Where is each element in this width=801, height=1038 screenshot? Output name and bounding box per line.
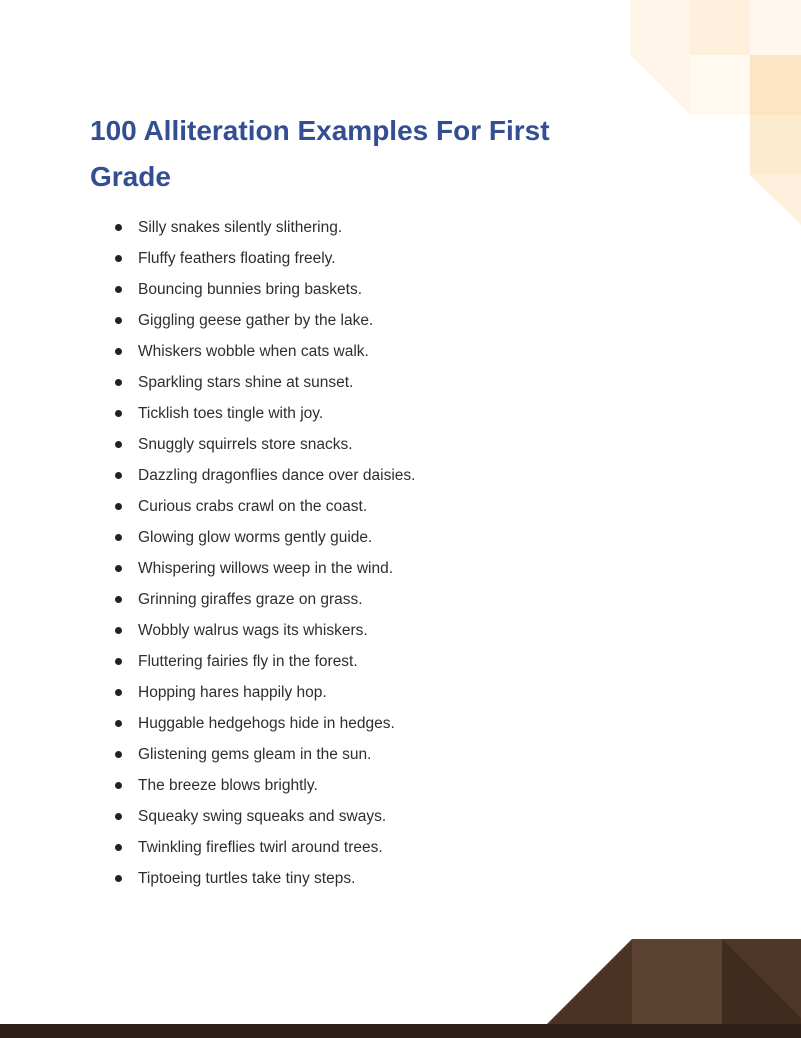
list-item-text: Dazzling dragonflies dance over daisies. — [138, 467, 416, 484]
list-item — [0, 367, 415, 398]
list-item — [0, 398, 415, 429]
bullet-icon — [115, 813, 122, 820]
bullet-icon — [115, 348, 122, 355]
list-item-text: Whiskers wobble when cats walk. — [138, 343, 369, 360]
peach-tile-pattern — [630, 0, 801, 225]
list-item — [0, 770, 415, 801]
list-item-text: Sparkling stars shine at sunset. — [138, 374, 354, 391]
list-item — [0, 863, 415, 894]
list-item — [0, 739, 415, 770]
list-item — [0, 584, 415, 615]
bullet-icon — [115, 379, 122, 386]
list-item — [0, 832, 415, 863]
bullet-icon — [115, 751, 122, 758]
list-item — [0, 708, 415, 739]
list-item — [0, 460, 415, 491]
list-item-text: Grinning giraffes graze on grass. — [138, 591, 363, 608]
list-item-text: Giggling geese gather by the lake. — [138, 312, 374, 329]
list-item-text: Ticklish toes tingle with joy. — [138, 405, 324, 422]
list-item-text: Glowing glow worms gently guide. — [138, 529, 373, 546]
bullet-icon — [115, 503, 122, 510]
list-item-text: Fluttering fairies fly in the forest. — [138, 653, 358, 670]
list-item-text: Tiptoeing turtles take tiny steps. — [138, 870, 356, 887]
bullet-icon — [115, 782, 122, 789]
list-item-text: Fluffy feathers floating freely. — [138, 250, 336, 267]
bullet-icon — [115, 255, 122, 262]
list-item-text: Snuggly squirrels store snacks. — [138, 436, 353, 453]
bullet-icon — [115, 317, 122, 324]
list-item — [0, 801, 415, 832]
bullet-icon — [115, 596, 122, 603]
bullet-icon — [115, 565, 122, 572]
list-item-text: Huggable hedgehogs hide in hedges. — [138, 715, 395, 732]
list-item-text: Glistening gems gleam in the sun. — [138, 746, 372, 763]
list-item — [0, 243, 415, 274]
bullet-icon — [115, 286, 122, 293]
list-item-text: Curious crabs crawl on the coast. — [138, 498, 368, 515]
page-title: 100 Alliteration Examples For First Grade — [90, 115, 550, 192]
bullet-icon — [115, 410, 122, 417]
bullet-icon — [115, 844, 122, 851]
brown-block-pattern — [0, 939, 801, 1038]
list-item-text: Twinkling fireflies twirl around trees. — [138, 839, 383, 856]
list-item — [0, 212, 415, 243]
list-item-text: Squeaky swing squeaks and sways. — [138, 808, 387, 825]
list-item-text: Whispering willows weep in the wind. — [138, 560, 394, 577]
bullet-icon — [115, 720, 122, 727]
list-item — [0, 553, 415, 584]
list-item-text: Hopping hares happily hop. — [138, 684, 327, 701]
list-item-text: Silly snakes silently slithering. — [138, 219, 343, 236]
list-item — [0, 646, 415, 677]
bullet-icon — [115, 875, 122, 882]
bullet-icon — [115, 689, 122, 696]
bullet-icon — [115, 534, 122, 541]
list-item — [0, 677, 415, 708]
list-item-text: Bouncing bunnies bring baskets. — [138, 281, 363, 298]
bullet-icon — [115, 658, 122, 665]
alliteration-list — [0, 212, 415, 894]
list-item-text: Wobbly walrus wags its whiskers. — [138, 622, 368, 639]
list-item — [0, 491, 415, 522]
bullet-icon — [115, 224, 122, 231]
list-item — [0, 522, 415, 553]
list-item — [0, 615, 415, 646]
bullet-icon — [115, 627, 122, 634]
list-item — [0, 274, 415, 305]
list-item — [0, 336, 415, 367]
list-item-text: The breeze blows brightly. — [138, 777, 318, 794]
list-item — [0, 429, 415, 460]
bullet-icon — [115, 441, 122, 448]
bullet-icon — [115, 472, 122, 479]
list-item — [0, 305, 415, 336]
